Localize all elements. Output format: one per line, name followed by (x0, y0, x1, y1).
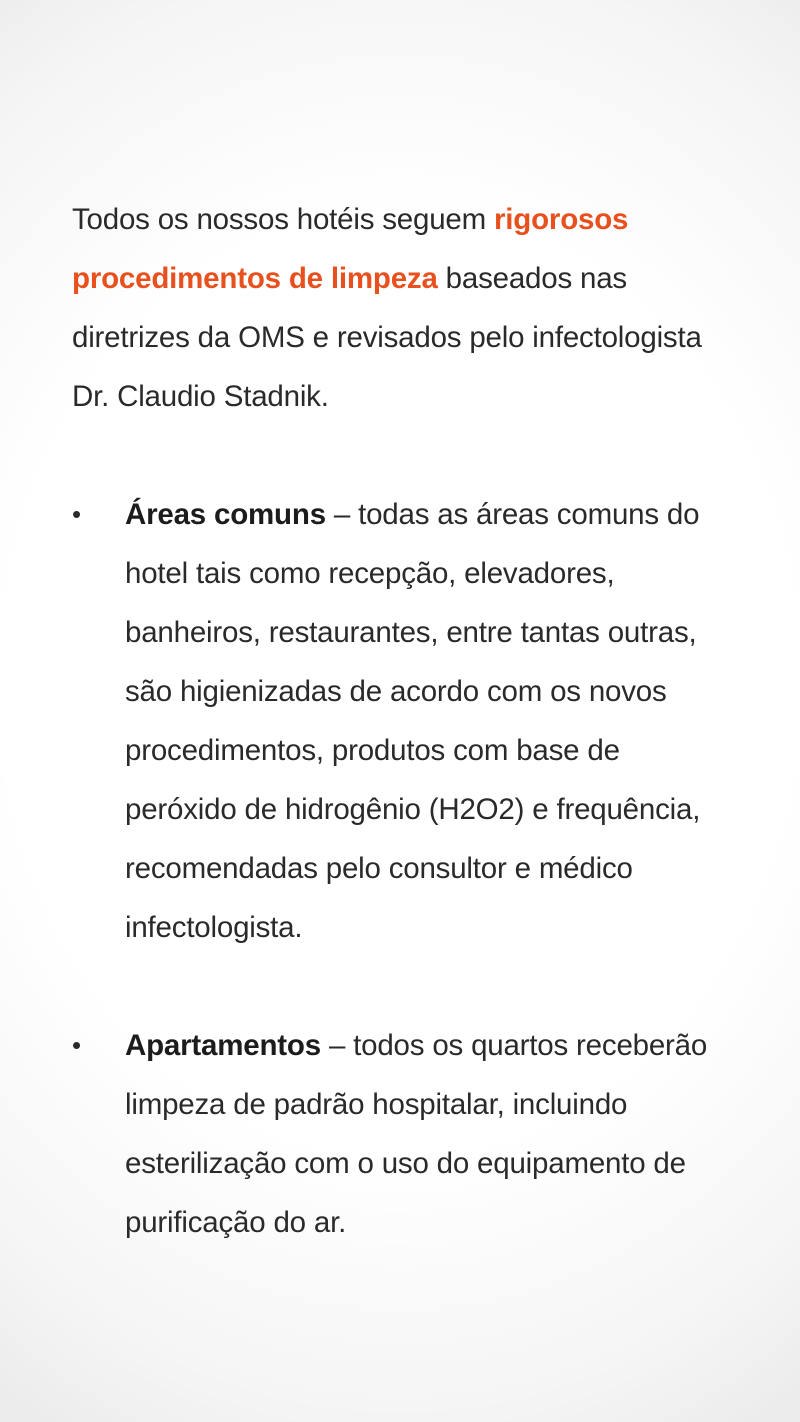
intro-highlight: rigorosos procedimentos de limpeza (72, 203, 629, 295)
document-body (72, 190, 732, 1252)
intro-text-after: baseados nas diretrizes da OMS e revisados pelo infectologista Dr. Claudio Stadnik. (72, 262, 702, 413)
bullet-term: Áreas comuns (125, 498, 326, 531)
bullet-item-apartamentos (72, 1016, 732, 1252)
bullet-list (72, 485, 732, 1252)
intro-paragraph (72, 190, 732, 426)
bullet-description: – todos os quartos receberão limpeza de padrão hospitalar, incluindo esterilização com o uso do equipamento de purificação do ar. (125, 1029, 708, 1239)
bullet-description: – todas as áreas comuns do hotel tais como recepção, elevadores, banheiros, restaurantes, entre tantas outras, são higienizadas de acordo com os novos procedimentos, produtos com base de peróxido de hidrogênio (H2O2) e frequência, recomendadas pelo consultor e médico infectologista. (125, 498, 701, 944)
bullet-marker: • (72, 499, 81, 529)
bullet-item-areas-comuns (72, 485, 732, 957)
bullet-marker: • (72, 1030, 81, 1060)
intro-text-before: Todos os nossos hotéis seguem (72, 203, 494, 236)
bullet-term: Apartamentos (125, 1029, 321, 1062)
